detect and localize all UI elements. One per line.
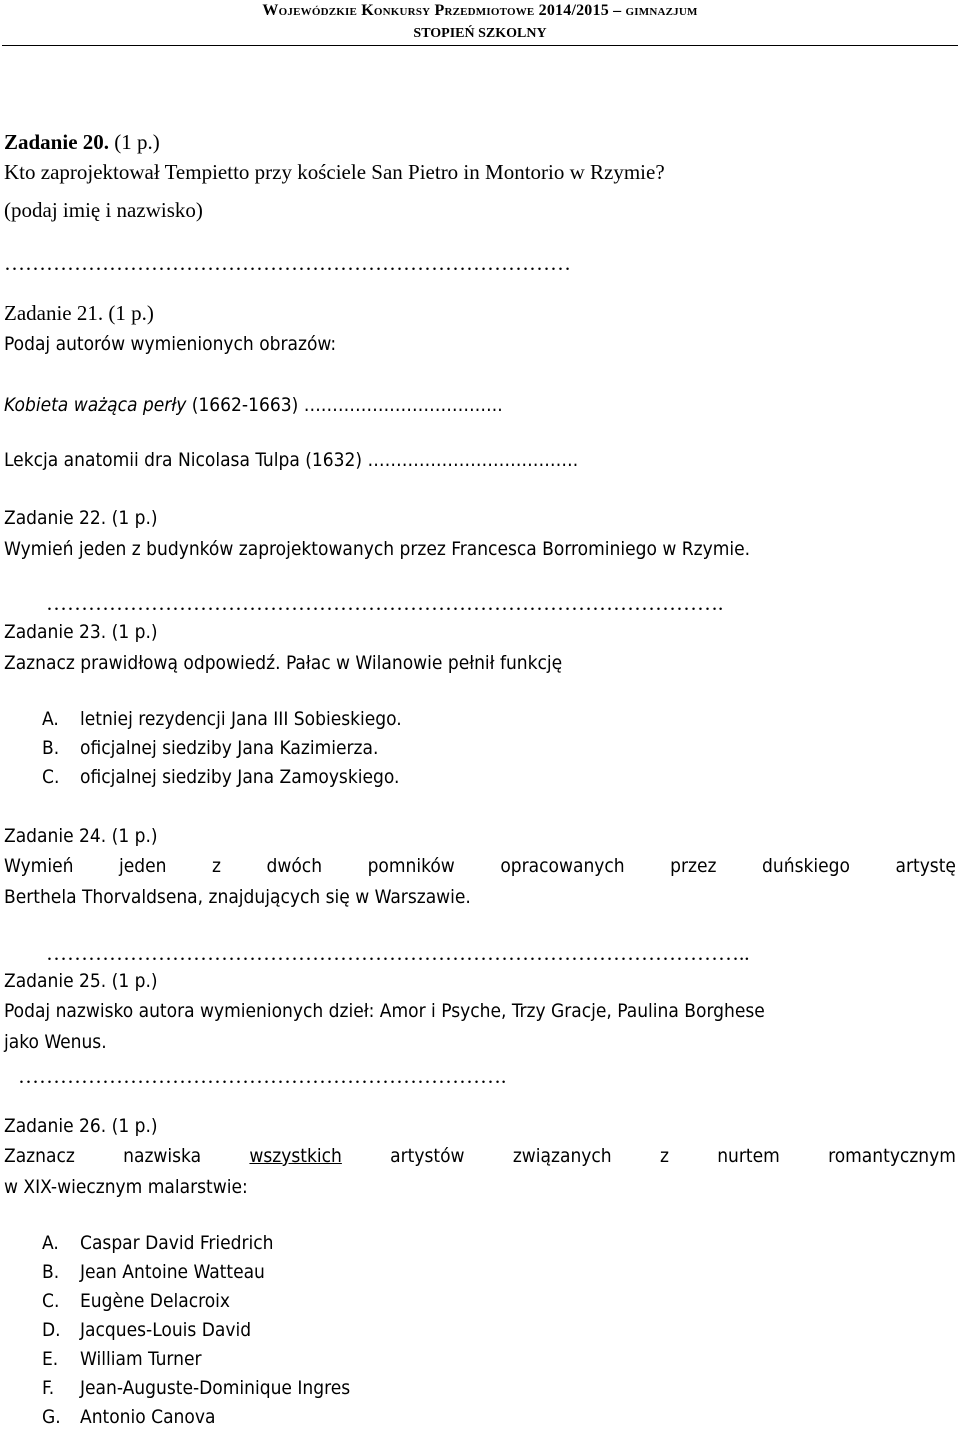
- task-21-question: Podaj autorów wymienionych obrazów:: [4, 333, 337, 355]
- task-21-item-2-answer[interactable]: ……………………………….: [367, 449, 579, 471]
- task-21-item-2: [4, 447, 578, 473]
- task-21-item-2-text: Lekcja anatomii dra Nicolasa Tulpa (1632): [4, 449, 368, 471]
- task-25-title: Zadanie 25.: [4, 970, 107, 992]
- task-26-option-c[interactable]: C. Eugène Delacroix: [42, 1290, 231, 1312]
- task-23-title: Zadanie 23.: [4, 621, 107, 643]
- task-21-item-1-years: (1662-1663): [186, 394, 304, 416]
- task-20-title: Zadanie 20.: [4, 130, 110, 154]
- task-24-heading: [4, 823, 158, 849]
- emphasis-underline: wszystkich: [249, 1145, 342, 1167]
- task-24-title: Zadanie 24.: [4, 825, 107, 847]
- task-21-heading: [4, 300, 154, 326]
- task-25-points: (1 p.): [106, 970, 158, 992]
- task-23-points: (1 p.): [106, 621, 158, 643]
- task-23-heading: [4, 619, 158, 645]
- task-26-heading: [4, 1113, 158, 1139]
- task-25-answer-line[interactable]: …………………………………………………………….: [18, 1064, 507, 1088]
- task-24-question-line-2: Berthela Thorvaldsena, znajdujących się w Warszawie.: [4, 886, 471, 908]
- task-26-question-line-2: w XIX-wiecznym malarstwie:: [4, 1176, 248, 1198]
- task-25-question-line-2: jako Wenus.: [4, 1031, 107, 1053]
- task-26-title: Zadanie 26.: [4, 1115, 107, 1137]
- task-23-question: Zaznacz prawidłową odpowiedź. Pałac w Wilanowie pełnił funkcję: [4, 652, 563, 674]
- task-20-points: (1 p.): [109, 130, 160, 154]
- header-divider: [2, 45, 958, 46]
- task-23-option-a[interactable]: A. letniej rezydencji Jana III Sobieskiego.: [42, 708, 402, 730]
- task-23-option-c[interactable]: C. oficjalnej siedziby Jana Zamoyskiego.: [42, 766, 400, 788]
- task-26-option-b[interactable]: B. Jean Antoine Watteau: [42, 1261, 265, 1283]
- task-26-option-e[interactable]: E. William Turner: [42, 1348, 202, 1370]
- task-20-heading: [4, 129, 160, 155]
- task-21-points: (1 p.): [103, 301, 154, 325]
- task-26-option-a[interactable]: A. Caspar David Friedrich: [42, 1232, 274, 1254]
- task-26-question-line-1: Zaznacz nazwiska wszystkich artystów związanych z nurtem romantycznym: [4, 1145, 956, 1167]
- task-22-points: (1 p.): [106, 507, 158, 529]
- task-24-points: (1 p.): [106, 825, 158, 847]
- task-21-item-1-answer[interactable]: ……………………………..: [303, 394, 503, 416]
- task-20-hint: (podaj imię i nazwisko): [4, 198, 203, 222]
- task-26-option-g[interactable]: G. Antonio Canova: [42, 1406, 216, 1428]
- task-26-option-d[interactable]: D. Jacques-Louis David: [42, 1319, 252, 1341]
- task-20-question: Kto zaprojektował Tempietto przy kościele San Pietro in Montorio w Rzymie?: [4, 160, 665, 184]
- task-22-question: Wymień jeden z budynków zaprojektowanych przez Francesca Borrominiego w Rzymie.: [4, 538, 751, 560]
- task-22-title: Zadanie 22.: [4, 507, 107, 529]
- task-24-answer-line[interactable]: ………………………………………………………………………………………..: [46, 941, 750, 965]
- task-21-item-1: [4, 392, 503, 418]
- task-25-question-line-1: Podaj nazwisko autora wymienionych dzieł: Amor i Psyche, Trzy Gracje, Paulina Borghese: [4, 1000, 765, 1022]
- task-24-question-line-1: Wymień jeden z dwóch pomników opracowanych przez duńskiego artystę: [4, 855, 956, 877]
- header-subtitle: STOPIEŃ SZKOLNY: [413, 26, 547, 41]
- task-23-option-b[interactable]: B. oficjalnej siedziby Jana Kazimierza.: [42, 737, 379, 759]
- task-21-title: Zadanie 21.: [4, 301, 104, 325]
- task-21-item-1-title: Kobieta ważąca perły: [4, 394, 187, 416]
- task-25-heading: [4, 968, 158, 994]
- task-22-heading: [4, 505, 158, 531]
- header-title: Wojewódzkie Konkursy Przedmiotowe 2014/2015 – gimnazjum: [262, 2, 698, 19]
- task-22-answer-line[interactable]: …………………………………………………………………………………….: [46, 591, 724, 615]
- task-20-answer-line[interactable]: ………………………………………………………………………: [4, 251, 571, 275]
- task-26-option-f[interactable]: F. Jean-Auguste-Dominique Ingres: [42, 1377, 351, 1399]
- task-26-points: (1 p.): [106, 1115, 158, 1137]
